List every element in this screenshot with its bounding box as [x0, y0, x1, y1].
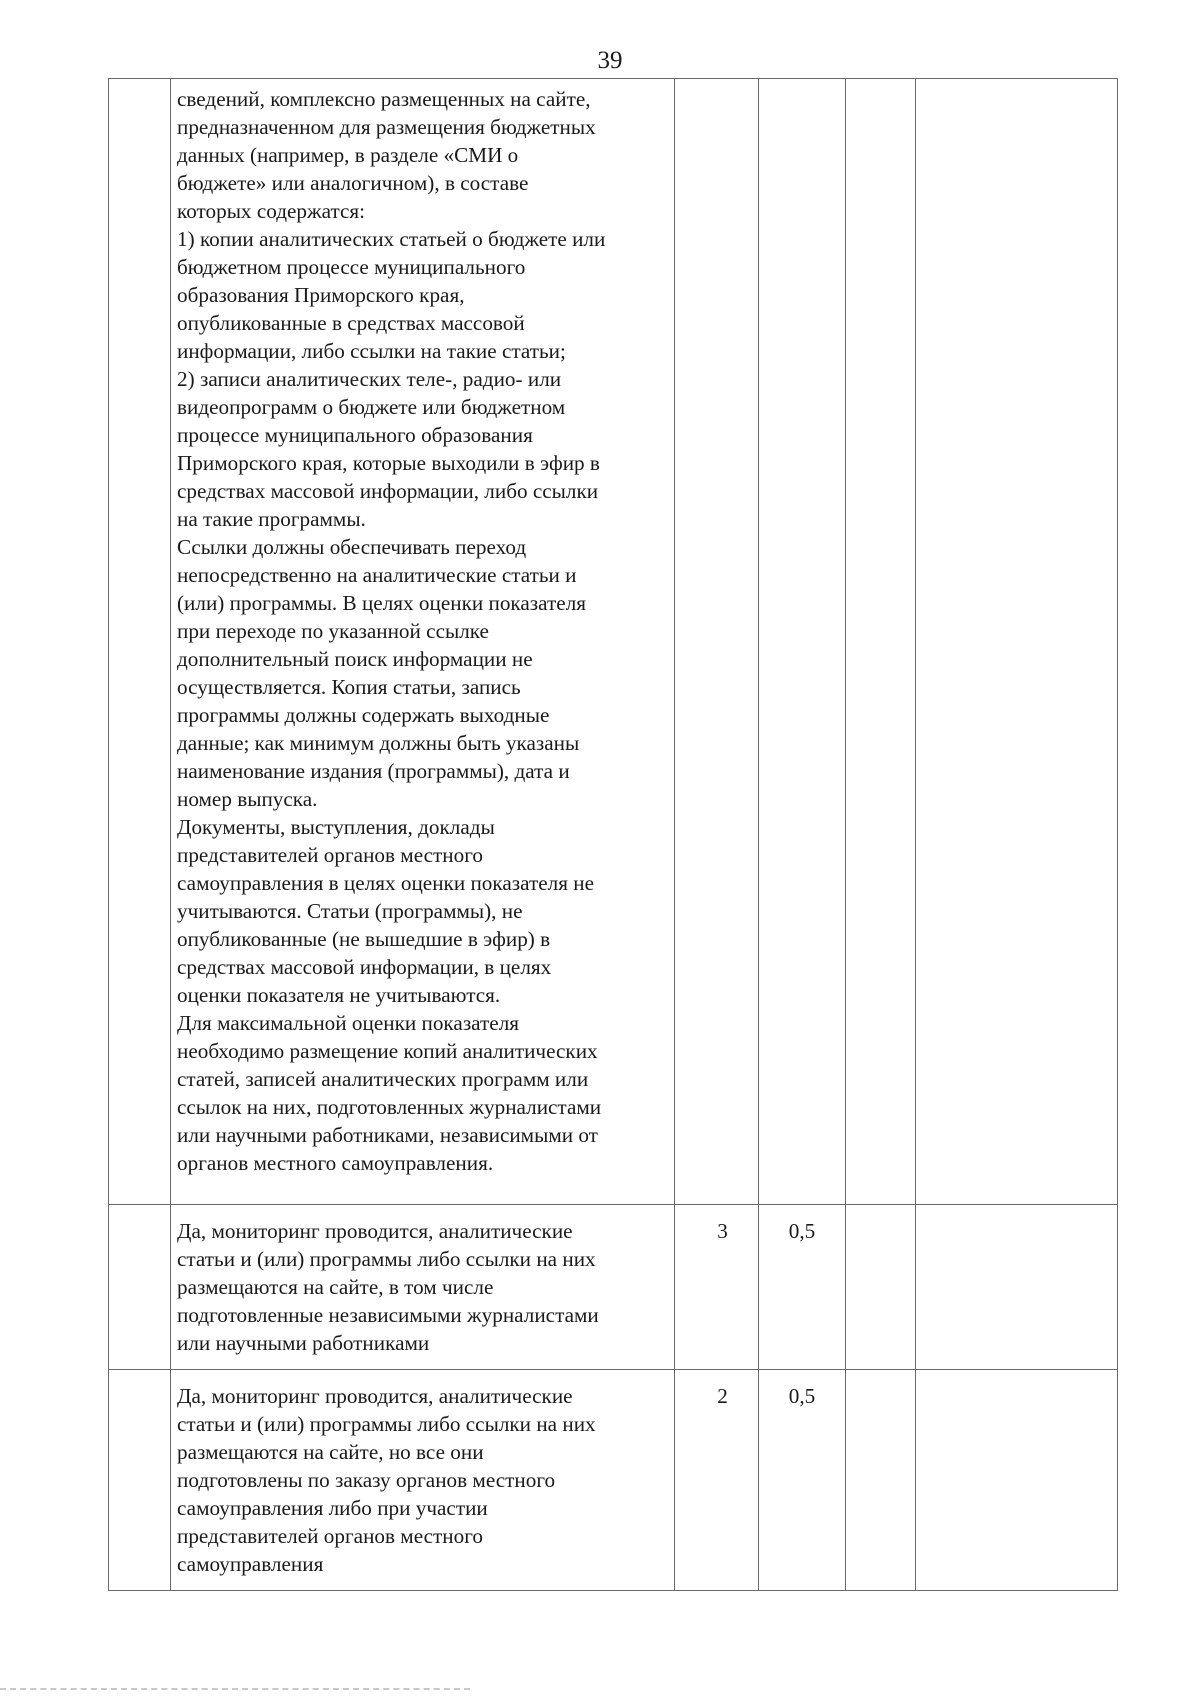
coefficient-cell: 0,5 [759, 1370, 846, 1591]
indicator-table [108, 78, 1118, 1591]
empty-cell [846, 1205, 916, 1370]
criteria-text-cell: Да, мониторинг проводится, аналитические статьи и (или) программы либо ссылки на них размещаются на сайте, в том числе подготовленные независимыми журналистами или научными работниками [171, 1205, 675, 1370]
criteria-text-cell: Да, мониторинг проводится, аналитические статьи и (или) программы либо ссылки на них размещаются на сайте, но все они подготовлены по заказу органов местного самоуправления либо при участии представителей органов местного самоуправления [171, 1370, 675, 1591]
empty-cell [846, 1370, 916, 1591]
empty-cell [916, 1370, 1118, 1591]
scan-edge-line [0, 1688, 470, 1690]
coefficient-cell: 0,5 [759, 1205, 846, 1370]
score-cell: 2 [675, 1370, 759, 1591]
empty-cell [916, 79, 1118, 1205]
row-number-cell [109, 1370, 171, 1591]
table-row [109, 79, 1118, 1205]
empty-cell [916, 1205, 1118, 1370]
empty-cell [846, 79, 916, 1205]
row-number-cell [109, 1205, 171, 1370]
criteria-text-cell: сведений, комплексно размещенных на сайте, предназначенном для размещения бюджетных данных (например, в разделе «СМИ о бюджете» или аналогичном), в составе которых содержатся: 1) копии аналитических статьей о бюджете или бюджетном процессе муниципального образования Приморского края, опубликованные в средствах массовой информации, либо ссылки на такие статьи; 2) записи аналитических теле-, радио- или видеопрограмм о бюджете или бюджетном процессе муниципального образования Приморского края, которые выходили в эфир в средствах массовой информации, либо ссылки на такие программы. Ссылки должны обеспечивать переход непосредственно на аналитические статьи и (или) программы. В целях оценки показателя при переходе по указанной ссылке дополнительный поиск информации не осуществляется. Копия статьи, запись программы должны содержать выходные данные; как минимум должны быть указаны наименование издания (программы), дата и номер выпуска. Документы, выступления, доклады представителей органов местного самоуправления в целях оценки показателя не учитываются. Статьи (программы), не опубликованные (не вышедшие в эфир) в средствах массовой информации, в целях оценки показателя не учитываются. Для максимальной оценки показателя необходимо размещение копий аналитических статей, записей аналитических программ или ссылок на них, подготовленных журналистами или научными работниками, независимыми от органов местного самоуправления. [171, 79, 675, 1205]
page-number: 39 [597, 47, 623, 74]
table-row [109, 1205, 1118, 1370]
row-number-cell [109, 79, 171, 1205]
table-row [109, 1370, 1118, 1591]
score-cell [675, 79, 759, 1205]
score-cell: 3 [675, 1205, 759, 1370]
coefficient-cell [759, 79, 846, 1205]
